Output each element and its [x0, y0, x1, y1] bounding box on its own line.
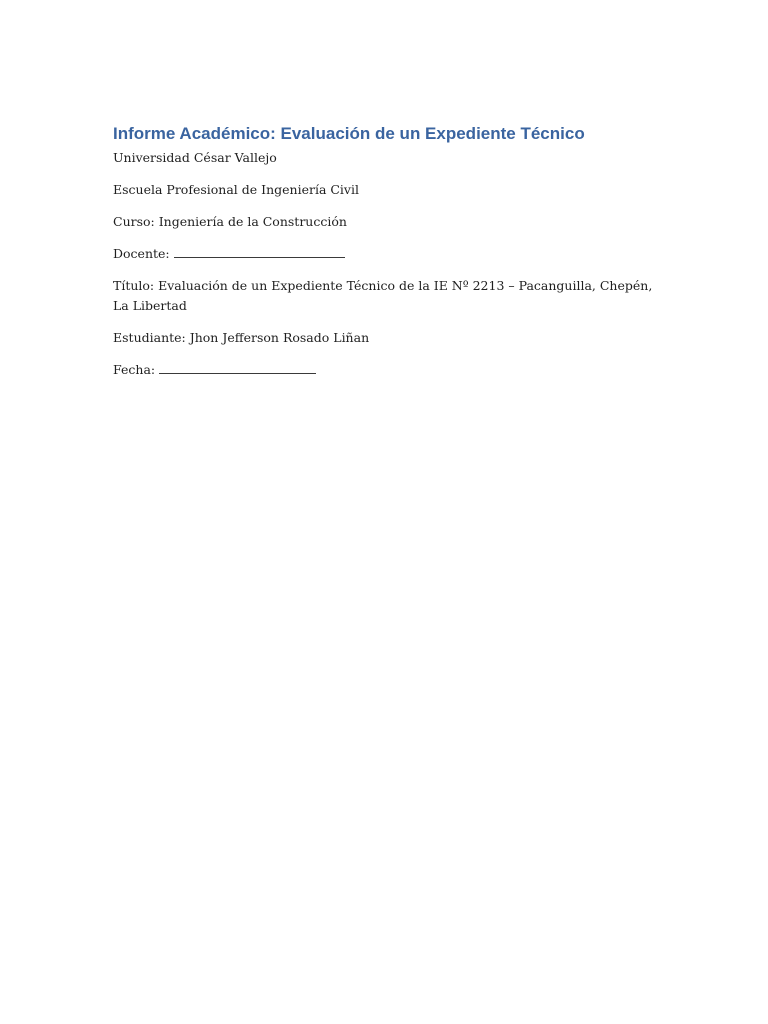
teacher-line — [113, 244, 658, 264]
school-line: Escuela Profesional de Ingeniería Civil — [113, 182, 359, 197]
course-line: Curso: Ingeniería de la Construcción — [113, 214, 347, 229]
teacher-label: Docente: — [113, 246, 170, 261]
teacher-blank-line — [174, 245, 345, 258]
student-line: Estudiante: Jhon Jefferson Rosado Liñan — [113, 330, 370, 345]
document-content — [113, 122, 658, 392]
thesis-title-line: Título: Evaluación de un Expediente Técnico de la IE Nº 2213 – Pacanguilla, Chepén, La Libertad — [113, 278, 653, 313]
date-blank-line — [159, 361, 316, 374]
date-line — [113, 360, 658, 380]
date-label: Fecha: — [113, 362, 156, 377]
university-line: Universidad César Vallejo — [113, 150, 277, 165]
document-title: Informe Académico: Evaluación de un Expediente Técnico — [113, 124, 585, 143]
